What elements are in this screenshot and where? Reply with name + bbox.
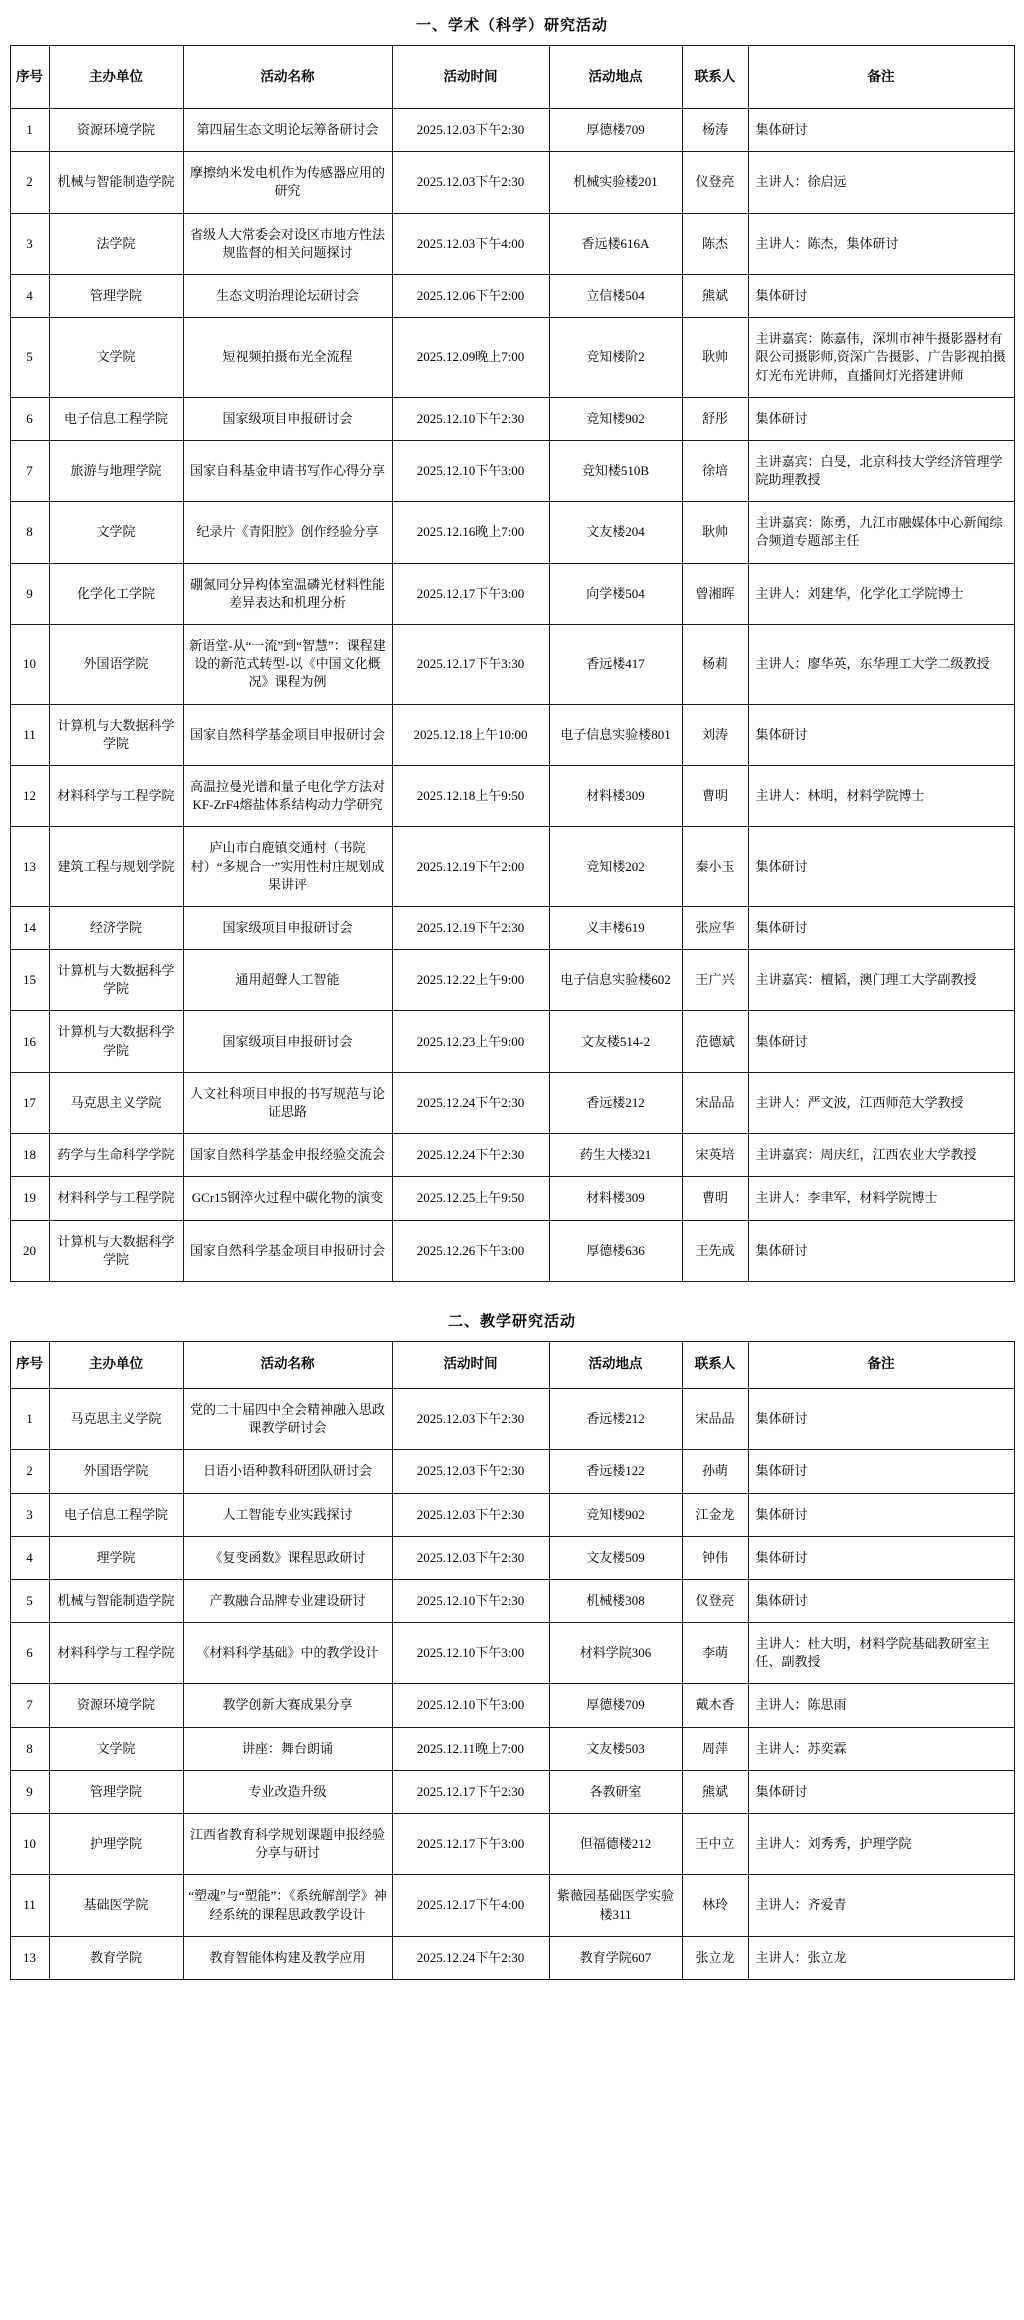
cell-unit: 电子信息工程学院 xyxy=(49,1493,183,1536)
table-row xyxy=(10,1450,1014,1493)
cell-note: 主讲嘉宾：檀韬，澳门理工大学副教授 xyxy=(748,950,1014,1011)
cell-name: 教育智能体构建及教学应用 xyxy=(183,1936,392,1979)
cell-name: GCr15钢淬火过程中碳化物的演变 xyxy=(183,1177,392,1220)
cell-time: 2025.12.17下午3:30 xyxy=(392,625,549,705)
cell-unit: 管理学院 xyxy=(49,274,183,317)
column-header-place: 活动地点 xyxy=(549,46,682,109)
cell-unit: 机械与智能制造学院 xyxy=(49,1579,183,1622)
section-title-academic: 一、学术（科学）研究活动 xyxy=(415,18,608,34)
cell-note: 主讲人：刘建华，化学化工学院博士 xyxy=(748,563,1014,624)
cell-name: 日语小语种教科研团队研讨会 xyxy=(183,1450,392,1493)
cell-contact: 王中立 xyxy=(682,1814,748,1875)
cell-name: 新语堂-从“一流”到“智慧”：课程建设的新范式转型-以《中国文化概况》课程为例 xyxy=(183,625,392,705)
table-row xyxy=(10,152,1014,213)
cell-name: 国家级项目申报研讨会 xyxy=(183,1011,392,1072)
table-row xyxy=(10,704,1014,765)
table-row xyxy=(10,1011,1014,1072)
cell-time: 2025.12.23上午9:00 xyxy=(392,1011,549,1072)
cell-note: 主讲嘉宾：周庆红，江西农业大学教授 xyxy=(748,1134,1014,1177)
cell-no: 15 xyxy=(10,950,49,1011)
cell-no: 8 xyxy=(10,1727,49,1770)
table-row xyxy=(10,563,1014,624)
cell-time: 2025.12.10下午2:30 xyxy=(392,1579,549,1622)
cell-name: 《材料科学基础》中的教学设计 xyxy=(183,1623,392,1684)
cell-name: 国家级项目申报研讨会 xyxy=(183,397,392,440)
table-row xyxy=(10,213,1014,274)
academic-activities-table xyxy=(10,45,1015,1282)
table-row xyxy=(10,1814,1014,1875)
cell-contact: 耿帅 xyxy=(682,502,748,563)
column-header-time: 活动时间 xyxy=(392,46,549,109)
cell-unit: 外国语学院 xyxy=(49,1450,183,1493)
cell-note: 集体研讨 xyxy=(748,397,1014,440)
cell-unit: 资源环境学院 xyxy=(49,109,183,152)
cell-no: 10 xyxy=(10,625,49,705)
cell-note: 集体研讨 xyxy=(748,274,1014,317)
cell-unit: 旅游与地理学院 xyxy=(49,440,183,501)
cell-note: 集体研讨 xyxy=(748,1450,1014,1493)
cell-contact: 仪登亮 xyxy=(682,152,748,213)
cell-name: “塑魂”与“塑能”：《系统解剖学》神经系统的课程思政教学设计 xyxy=(183,1875,392,1936)
cell-place: 厚德楼636 xyxy=(549,1220,682,1281)
cell-note: 主讲人：刘秀秀，护理学院 xyxy=(748,1814,1014,1875)
cell-note: 主讲人：陈思雨 xyxy=(748,1684,1014,1727)
cell-name: 人文社科项目申报的书写规范与论证思路 xyxy=(183,1072,392,1133)
cell-no: 2 xyxy=(10,152,49,213)
cell-note: 主讲人：徐启远 xyxy=(748,152,1014,213)
cell-unit: 建筑工程与规划学院 xyxy=(49,827,183,907)
cell-no: 2 xyxy=(10,1450,49,1493)
cell-name: 国家级项目申报研讨会 xyxy=(183,906,392,949)
cell-name: 硼氮同分异构体室温磷光材料性能差异表达和机理分析 xyxy=(183,563,392,624)
cell-time: 2025.12.24下午2:30 xyxy=(392,1936,549,1979)
cell-name: 国家自科基金申请书写作心得分享 xyxy=(183,440,392,501)
cell-contact: 陈杰 xyxy=(682,213,748,274)
cell-name: 《复变函数》课程思政研讨 xyxy=(183,1536,392,1579)
table-row xyxy=(10,318,1014,398)
cell-no: 3 xyxy=(10,213,49,274)
column-header-name: 活动名称 xyxy=(183,1341,392,1388)
cell-place: 机械楼308 xyxy=(549,1579,682,1622)
cell-name: 摩擦纳米发电机作为传感器应用的研究 xyxy=(183,152,392,213)
table-row xyxy=(10,397,1014,440)
cell-unit: 马克思主义学院 xyxy=(49,1072,183,1133)
cell-time: 2025.12.18上午10:00 xyxy=(392,704,549,765)
teaching-activities-table xyxy=(10,1341,1015,1980)
table-row xyxy=(10,1493,1014,1536)
cell-place: 香远楼122 xyxy=(549,1450,682,1493)
table-row xyxy=(10,827,1014,907)
column-header-note: 备注 xyxy=(748,46,1014,109)
cell-place: 竞知楼202 xyxy=(549,827,682,907)
column-header-contact: 联系人 xyxy=(682,1341,748,1388)
table-row xyxy=(10,906,1014,949)
cell-note: 主讲人：杜大明，材料学院基础教研室主任、副教授 xyxy=(748,1623,1014,1684)
cell-place: 各教研室 xyxy=(549,1770,682,1813)
cell-no: 3 xyxy=(10,1493,49,1536)
cell-no: 17 xyxy=(10,1072,49,1133)
cell-contact: 张应华 xyxy=(682,906,748,949)
cell-time: 2025.12.03下午2:30 xyxy=(392,1388,549,1449)
table-row xyxy=(10,440,1014,501)
cell-contact: 曾湘晖 xyxy=(682,563,748,624)
cell-note: 主讲人：廖华英，东华理工大学二级教授 xyxy=(748,625,1014,705)
table-row xyxy=(10,1684,1014,1727)
column-header-no: 序号 xyxy=(10,1341,49,1388)
cell-note: 集体研讨 xyxy=(748,1536,1014,1579)
cell-time: 2025.12.09晚上7:00 xyxy=(392,318,549,398)
cell-place: 竞知楼阶2 xyxy=(549,318,682,398)
cell-contact: 钟伟 xyxy=(682,1536,748,1579)
cell-place: 文友楼503 xyxy=(549,1727,682,1770)
cell-unit: 经济学院 xyxy=(49,906,183,949)
cell-time: 2025.12.22上午9:00 xyxy=(392,950,549,1011)
cell-no: 5 xyxy=(10,318,49,398)
cell-contact: 宋品品 xyxy=(682,1072,748,1133)
cell-contact: 王广兴 xyxy=(682,950,748,1011)
cell-name: 生态文明治理论坛研讨会 xyxy=(183,274,392,317)
cell-unit: 法学院 xyxy=(49,213,183,274)
cell-contact: 杨莉 xyxy=(682,625,748,705)
cell-unit: 药学与生命科学学院 xyxy=(49,1134,183,1177)
cell-place: 义丰楼619 xyxy=(549,906,682,949)
cell-name: 江西省教育科学规划课题申报经验分享与研讨 xyxy=(183,1814,392,1875)
cell-note: 集体研讨 xyxy=(748,906,1014,949)
column-header-time: 活动时间 xyxy=(392,1341,549,1388)
cell-note: 集体研讨 xyxy=(748,1493,1014,1536)
cell-no: 10 xyxy=(10,1814,49,1875)
table-row xyxy=(10,1875,1014,1936)
cell-name: 教学创新大赛成果分享 xyxy=(183,1684,392,1727)
cell-name: 第四届生态文明论坛筹备研讨会 xyxy=(183,109,392,152)
cell-place: 文友楼514-2 xyxy=(549,1011,682,1072)
cell-place: 机械实验楼201 xyxy=(549,152,682,213)
cell-no: 16 xyxy=(10,1011,49,1072)
cell-name: 人工智能专业实践探讨 xyxy=(183,1493,392,1536)
cell-name: 国家自然科学基金项目申报研讨会 xyxy=(183,704,392,765)
cell-time: 2025.12.03下午2:30 xyxy=(392,109,549,152)
cell-unit: 基础医学院 xyxy=(49,1875,183,1936)
table-row xyxy=(10,1770,1014,1813)
cell-no: 12 xyxy=(10,765,49,826)
cell-contact: 张立龙 xyxy=(682,1936,748,1979)
cell-place: 紫薇园基础医学实验楼311 xyxy=(549,1875,682,1936)
cell-contact: 李萌 xyxy=(682,1623,748,1684)
cell-no: 19 xyxy=(10,1177,49,1220)
cell-unit: 计算机与大数据科学学院 xyxy=(49,1011,183,1072)
cell-name: 通用超聲人工智能 xyxy=(183,950,392,1011)
cell-unit: 材料科学与工程学院 xyxy=(49,1177,183,1220)
cell-no: 4 xyxy=(10,1536,49,1579)
cell-contact: 周萍 xyxy=(682,1727,748,1770)
cell-time: 2025.12.25上午9:50 xyxy=(392,1177,549,1220)
cell-note: 主讲人：张立龙 xyxy=(748,1936,1014,1979)
table-row xyxy=(10,1623,1014,1684)
cell-time: 2025.12.24下午2:30 xyxy=(392,1134,549,1177)
cell-name: 庐山市白鹿镇交通村（书院村）“多规合一”实用性村庄规划成果讲评 xyxy=(183,827,392,907)
cell-time: 2025.12.24下午2:30 xyxy=(392,1072,549,1133)
cell-name: 国家自然科学基金项目申报研讨会 xyxy=(183,1220,392,1281)
section-title-teaching: 二、教学研究活动 xyxy=(447,1313,576,1330)
table-header-row xyxy=(10,1341,1014,1388)
table-row xyxy=(10,274,1014,317)
cell-contact: 熊斌 xyxy=(682,274,748,317)
cell-contact: 孙萌 xyxy=(682,1450,748,1493)
cell-time: 2025.12.03下午2:30 xyxy=(392,1450,549,1493)
cell-note: 主讲人：苏奕霖 xyxy=(748,1727,1014,1770)
column-header-note: 备注 xyxy=(748,1341,1014,1388)
cell-note: 主讲人：齐爱青 xyxy=(748,1875,1014,1936)
cell-unit: 文学院 xyxy=(49,502,183,563)
cell-time: 2025.12.26下午3:00 xyxy=(392,1220,549,1281)
table-row xyxy=(10,1134,1014,1177)
cell-note: 主讲人：李聿军，材料学院博士 xyxy=(748,1177,1014,1220)
cell-time: 2025.12.03下午2:30 xyxy=(392,1493,549,1536)
column-header-contact: 联系人 xyxy=(682,46,748,109)
cell-no: 20 xyxy=(10,1220,49,1281)
cell-time: 2025.12.17下午2:30 xyxy=(392,1770,549,1813)
cell-no: 11 xyxy=(10,704,49,765)
column-header-unit: 主办单位 xyxy=(49,1341,183,1388)
cell-place: 文友楼509 xyxy=(549,1536,682,1579)
table-row xyxy=(10,109,1014,152)
table-row xyxy=(10,1579,1014,1622)
cell-time: 2025.12.06下午2:00 xyxy=(392,274,549,317)
cell-note: 主讲嘉宾：陈勇，九江市融媒体中心新闻综合频道专题部主任 xyxy=(748,502,1014,563)
cell-name: 国家自然科学基金申报经验交流会 xyxy=(183,1134,392,1177)
table-row xyxy=(10,1072,1014,1133)
cell-time: 2025.12.10下午3:00 xyxy=(392,440,549,501)
cell-name: 党的二十届四中全会精神融入思政课教学研讨会 xyxy=(183,1388,392,1449)
cell-note: 集体研讨 xyxy=(748,704,1014,765)
cell-contact: 范德斌 xyxy=(682,1011,748,1072)
cell-unit: 管理学院 xyxy=(49,1770,183,1813)
cell-unit: 材料科学与工程学院 xyxy=(49,1623,183,1684)
table-row xyxy=(10,1388,1014,1449)
cell-unit: 马克思主义学院 xyxy=(49,1388,183,1449)
cell-note: 集体研讨 xyxy=(748,827,1014,907)
cell-time: 2025.12.17下午3:00 xyxy=(392,563,549,624)
cell-no: 18 xyxy=(10,1134,49,1177)
cell-contact: 戴木香 xyxy=(682,1684,748,1727)
cell-note: 主讲人：陈杰，集体研讨 xyxy=(748,213,1014,274)
cell-contact: 宋英培 xyxy=(682,1134,748,1177)
cell-place: 药生大楼321 xyxy=(549,1134,682,1177)
cell-time: 2025.12.10下午3:00 xyxy=(392,1623,549,1684)
column-header-place: 活动地点 xyxy=(549,1341,682,1388)
cell-no: 4 xyxy=(10,274,49,317)
cell-time: 2025.12.03下午2:30 xyxy=(392,152,549,213)
cell-time: 2025.12.19下午2:00 xyxy=(392,827,549,907)
cell-note: 集体研讨 xyxy=(748,1011,1014,1072)
cell-contact: 刘涛 xyxy=(682,704,748,765)
cell-name: 高温拉曼光谱和量子电化学方法对KF-ZrF4熔盐体系结构动力学研究 xyxy=(183,765,392,826)
cell-place: 材料楼309 xyxy=(549,1177,682,1220)
cell-time: 2025.12.18上午9:50 xyxy=(392,765,549,826)
table-row xyxy=(10,1936,1014,1979)
cell-place: 厚德楼709 xyxy=(549,109,682,152)
table-row xyxy=(10,765,1014,826)
cell-contact: 江金龙 xyxy=(682,1493,748,1536)
cell-contact: 徐培 xyxy=(682,440,748,501)
cell-place: 电子信息实验楼801 xyxy=(549,704,682,765)
cell-unit: 电子信息工程学院 xyxy=(49,397,183,440)
cell-no: 14 xyxy=(10,906,49,949)
cell-time: 2025.12.19下午2:30 xyxy=(392,906,549,949)
cell-place: 教育学院607 xyxy=(549,1936,682,1979)
column-header-no: 序号 xyxy=(10,46,49,109)
cell-time: 2025.12.10下午2:30 xyxy=(392,397,549,440)
cell-time: 2025.12.17下午3:00 xyxy=(392,1814,549,1875)
cell-place: 竞知楼902 xyxy=(549,397,682,440)
cell-name: 短视频拍摄布光全流程 xyxy=(183,318,392,398)
cell-no: 7 xyxy=(10,1684,49,1727)
table-row xyxy=(10,502,1014,563)
cell-place: 材料学院306 xyxy=(549,1623,682,1684)
cell-name: 省级人大常委会对设区市地方性法规监督的相关问题探讨 xyxy=(183,213,392,274)
cell-time: 2025.12.11晚上7:00 xyxy=(392,1727,549,1770)
cell-contact: 仪登亮 xyxy=(682,1579,748,1622)
cell-no: 5 xyxy=(10,1579,49,1622)
cell-no: 1 xyxy=(10,109,49,152)
table-row xyxy=(10,625,1014,705)
cell-contact: 曹明 xyxy=(682,1177,748,1220)
cell-note: 集体研讨 xyxy=(748,1388,1014,1449)
cell-note: 集体研讨 xyxy=(748,1770,1014,1813)
cell-time: 2025.12.03下午2:30 xyxy=(392,1536,549,1579)
cell-name: 产教融合品牌专业建设研讨 xyxy=(183,1579,392,1622)
cell-place: 厚德楼709 xyxy=(549,1684,682,1727)
table-row xyxy=(10,1536,1014,1579)
cell-unit: 计算机与大数据科学学院 xyxy=(49,704,183,765)
cell-unit: 化学化工学院 xyxy=(49,563,183,624)
cell-time: 2025.12.17下午4:00 xyxy=(392,1875,549,1936)
cell-contact: 熊斌 xyxy=(682,1770,748,1813)
cell-no: 9 xyxy=(10,1770,49,1813)
cell-place: 但福德楼212 xyxy=(549,1814,682,1875)
table-row xyxy=(10,950,1014,1011)
cell-contact: 杨涛 xyxy=(682,109,748,152)
cell-name: 讲座：舞台朗诵 xyxy=(183,1727,392,1770)
cell-place: 香远楼417 xyxy=(549,625,682,705)
cell-no: 6 xyxy=(10,1623,49,1684)
cell-unit: 计算机与大数据科学学院 xyxy=(49,950,183,1011)
cell-unit: 文学院 xyxy=(49,318,183,398)
cell-place: 材料楼309 xyxy=(549,765,682,826)
cell-place: 香远楼212 xyxy=(549,1388,682,1449)
cell-no: 7 xyxy=(10,440,49,501)
cell-note: 集体研讨 xyxy=(748,1220,1014,1281)
table-row xyxy=(10,1220,1014,1281)
cell-time: 2025.12.16晚上7:00 xyxy=(392,502,549,563)
cell-place: 立信楼504 xyxy=(549,274,682,317)
cell-contact: 秦小玉 xyxy=(682,827,748,907)
cell-no: 6 xyxy=(10,397,49,440)
cell-unit: 机械与智能制造学院 xyxy=(49,152,183,213)
cell-contact: 耿帅 xyxy=(682,318,748,398)
cell-contact: 曹明 xyxy=(682,765,748,826)
cell-place: 向学楼504 xyxy=(549,563,682,624)
cell-time: 2025.12.03下午4:00 xyxy=(392,213,549,274)
cell-contact: 宋品品 xyxy=(682,1388,748,1449)
cell-name: 纪录片《青阳腔》创作经验分享 xyxy=(183,502,392,563)
cell-unit: 教育学院 xyxy=(49,1936,183,1979)
cell-no: 11 xyxy=(10,1875,49,1936)
table-row xyxy=(10,1177,1014,1220)
cell-unit: 计算机与大数据科学学院 xyxy=(49,1220,183,1281)
table-row xyxy=(10,1727,1014,1770)
cell-time: 2025.12.10下午3:00 xyxy=(392,1684,549,1727)
cell-unit: 资源环境学院 xyxy=(49,1684,183,1727)
cell-no: 13 xyxy=(10,1936,49,1979)
cell-no: 13 xyxy=(10,827,49,907)
table-header-row xyxy=(10,46,1014,109)
cell-contact: 林玲 xyxy=(682,1875,748,1936)
cell-no: 1 xyxy=(10,1388,49,1449)
cell-unit: 护理学院 xyxy=(49,1814,183,1875)
cell-contact: 舒彤 xyxy=(682,397,748,440)
cell-place: 文友楼204 xyxy=(549,502,682,563)
cell-note: 集体研讨 xyxy=(748,1579,1014,1622)
cell-no: 8 xyxy=(10,502,49,563)
cell-place: 电子信息实验楼602 xyxy=(549,950,682,1011)
cell-unit: 材料科学与工程学院 xyxy=(49,765,183,826)
cell-note: 主讲嘉宾：陈嘉伟，深圳市神牛摄影器材有限公司摄影师,资深广告摄影、广告影视拍摄灯光布光讲师，直播间灯光搭建讲师 xyxy=(748,318,1014,398)
cell-place: 香远楼212 xyxy=(549,1072,682,1133)
column-header-unit: 主办单位 xyxy=(49,46,183,109)
cell-no: 9 xyxy=(10,563,49,624)
cell-unit: 理学院 xyxy=(49,1536,183,1579)
cell-note: 主讲人：严文波，江西师范大学教授 xyxy=(748,1072,1014,1133)
cell-name: 专业改造升级 xyxy=(183,1770,392,1813)
cell-place: 竞知楼510B xyxy=(549,440,682,501)
cell-unit: 文学院 xyxy=(49,1727,183,1770)
column-header-name: 活动名称 xyxy=(183,46,392,109)
cell-note: 主讲嘉宾：白旻，北京科技大学经济管理学院助理教授 xyxy=(748,440,1014,501)
cell-note: 集体研讨 xyxy=(748,109,1014,152)
cell-place: 竞知楼902 xyxy=(549,1493,682,1536)
cell-contact: 王先成 xyxy=(682,1220,748,1281)
cell-place: 香远楼616A xyxy=(549,213,682,274)
cell-unit: 外国语学院 xyxy=(49,625,183,705)
cell-note: 主讲人：林明，材料学院博士 xyxy=(748,765,1014,826)
